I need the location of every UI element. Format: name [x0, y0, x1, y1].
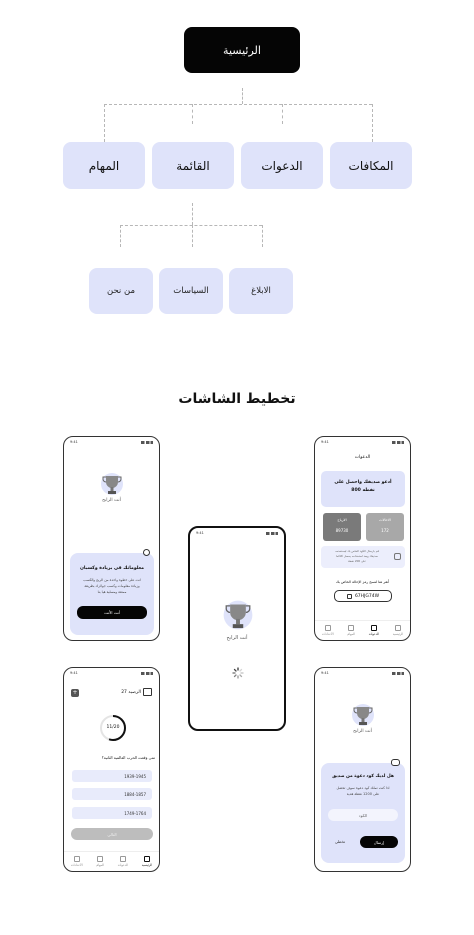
copy-code-button[interactable] — [334, 590, 392, 602]
level-indicator — [121, 688, 152, 696]
stat-card-points — [323, 513, 361, 541]
add-icon[interactable]: + — [72, 689, 78, 696]
notice-line-1: قم بارسال الكود الخاص بك ليستخدمه — [335, 549, 379, 553]
nav-home[interactable]: الرئيسية — [393, 625, 403, 636]
code-input[interactable]: الكود — [328, 809, 398, 821]
progress-text: 11/20 — [106, 725, 120, 730]
app-name: أنت الرابح — [353, 729, 372, 734]
gift-icon — [391, 759, 400, 766]
nav-home[interactable]: الرئيسية — [142, 856, 152, 867]
chat-bubble-icon — [143, 549, 150, 556]
info-body-2: وزيادة معلومات وكسب جوائزك بطريقة — [84, 584, 140, 588]
info-body-3: ممتعة ومسلية هيا بنا — [97, 590, 127, 594]
status-bar — [64, 671, 159, 677]
status-bar — [190, 531, 284, 537]
tasks-icon — [348, 625, 354, 631]
wallet-icon — [143, 688, 152, 696]
info-card — [70, 553, 154, 635]
connector — [192, 203, 193, 225]
connector — [192, 225, 193, 247]
answer-option[interactable]: 1749-1764 — [72, 807, 152, 819]
sitemap-node-invites: الدعوات — [241, 142, 323, 189]
section-title: تخطيط الشاشات — [178, 391, 296, 407]
status-bar — [64, 440, 159, 446]
send-button[interactable]: إرسال — [360, 836, 398, 848]
info-title: معلوماتك في بزيادة وكسبان — [79, 566, 145, 571]
phone-invite-code-screen — [314, 667, 411, 872]
level-text: الرصيد 27 — [121, 689, 141, 695]
home-icon — [395, 625, 401, 631]
bottom-nav — [315, 620, 410, 640]
tasks-icon — [97, 856, 103, 862]
question-text: متى وقعت الحرب العالمية الثانية؟ — [101, 755, 155, 760]
user-icon — [120, 856, 126, 862]
trophy-icon — [222, 598, 254, 632]
nav-tasks[interactable]: المهام — [347, 625, 355, 636]
status-time: 9:41 — [70, 671, 78, 675]
connector — [282, 104, 283, 124]
next-button[interactable]: التالي — [71, 828, 153, 840]
stat-points-label: الارباح — [337, 518, 347, 522]
sitemap-node-report: الابلاغ — [229, 268, 293, 314]
invite-code-card — [321, 763, 405, 863]
nav-settings[interactable]: الأعدادات — [71, 856, 83, 867]
home-icon — [144, 856, 150, 862]
nav-settings[interactable]: الأعدادات — [322, 625, 334, 636]
answer-option[interactable]: 1884-1857 — [72, 788, 152, 800]
status-bar — [315, 440, 410, 446]
phone-invites-screen — [314, 436, 411, 641]
answer-option[interactable]: 1939-1945 — [72, 770, 152, 782]
invite-promo-card — [321, 471, 405, 507]
connector — [120, 225, 262, 226]
sitemap-node-about: من نحن — [89, 268, 153, 314]
phone-info-screen — [63, 436, 160, 641]
stat-card-refs — [366, 513, 404, 541]
promo-line-2: نقطه 800 — [351, 488, 375, 493]
phone-splash-screen — [188, 526, 286, 731]
info-body-1: انت على خطوة واحدة من الربح والكسب — [83, 578, 141, 582]
notice-line-3: على 200 نقطة — [347, 559, 367, 563]
loading-spinner-icon — [232, 667, 244, 679]
skip-button[interactable]: تخطي — [334, 839, 346, 844]
sitemap-root-node: الرئيسية — [184, 27, 300, 73]
app-name: أنت الرابح — [102, 498, 121, 503]
invites-header: الدعوات — [354, 455, 371, 460]
referral-code: 67HJG74W — [354, 593, 380, 599]
stat-refs-label: الاحالات — [379, 518, 391, 522]
nav-invites[interactable]: الدعوات — [118, 856, 128, 867]
nav-invites[interactable]: الدعوات — [369, 625, 379, 636]
code-body-2: على 1200 نقطة هدية — [346, 792, 380, 796]
settings-icon — [74, 856, 80, 862]
notice-card — [321, 546, 405, 568]
bell-icon — [394, 553, 401, 560]
connector — [242, 88, 243, 104]
status-bar — [315, 671, 410, 677]
trophy-icon — [351, 702, 375, 728]
connector — [192, 104, 193, 124]
connector — [120, 225, 121, 247]
user-icon — [371, 625, 377, 631]
connector — [104, 104, 105, 142]
sitemap-node-rewards: المكافات — [330, 142, 412, 189]
start-button[interactable]: أنت الأنت — [77, 606, 147, 619]
connector — [104, 104, 372, 105]
nav-tasks[interactable]: المهام — [96, 856, 104, 867]
notice-line-2: صديقك وبعد استخدامه يحصل كلاكما — [336, 554, 378, 558]
status-time: 9:41 — [321, 671, 329, 675]
connector — [262, 225, 263, 247]
code-body-1: اذا كنت تملك كود دعوة سوف تحصل — [336, 786, 390, 790]
promo-line-1: أدعو صديقك واحصل على — [334, 480, 392, 485]
copy-icon — [347, 594, 352, 599]
status-time: 9:41 — [196, 531, 204, 535]
status-time: 9:41 — [70, 440, 78, 444]
connector — [372, 104, 373, 142]
bottom-nav — [64, 851, 159, 871]
stat-points-value: 89730 — [335, 528, 349, 533]
sitemap-node-policies: السياسات — [159, 268, 223, 314]
code-title: هل لديك كود دعوة من صديق — [332, 774, 394, 779]
app-name: أنت الرابح — [226, 635, 248, 641]
trophy-icon — [100, 471, 124, 497]
settings-icon — [325, 625, 331, 631]
phone-quiz-screen — [63, 667, 160, 872]
status-time: 9:41 — [321, 440, 329, 444]
stat-refs-value: 172 — [381, 528, 389, 533]
code-label: أنقر هنا لنسخ رمز الإحالة الخاص بك — [335, 580, 390, 584]
sitemap-node-tasks: المهام — [63, 142, 145, 189]
sitemap-node-menu: القائمة — [152, 142, 234, 189]
